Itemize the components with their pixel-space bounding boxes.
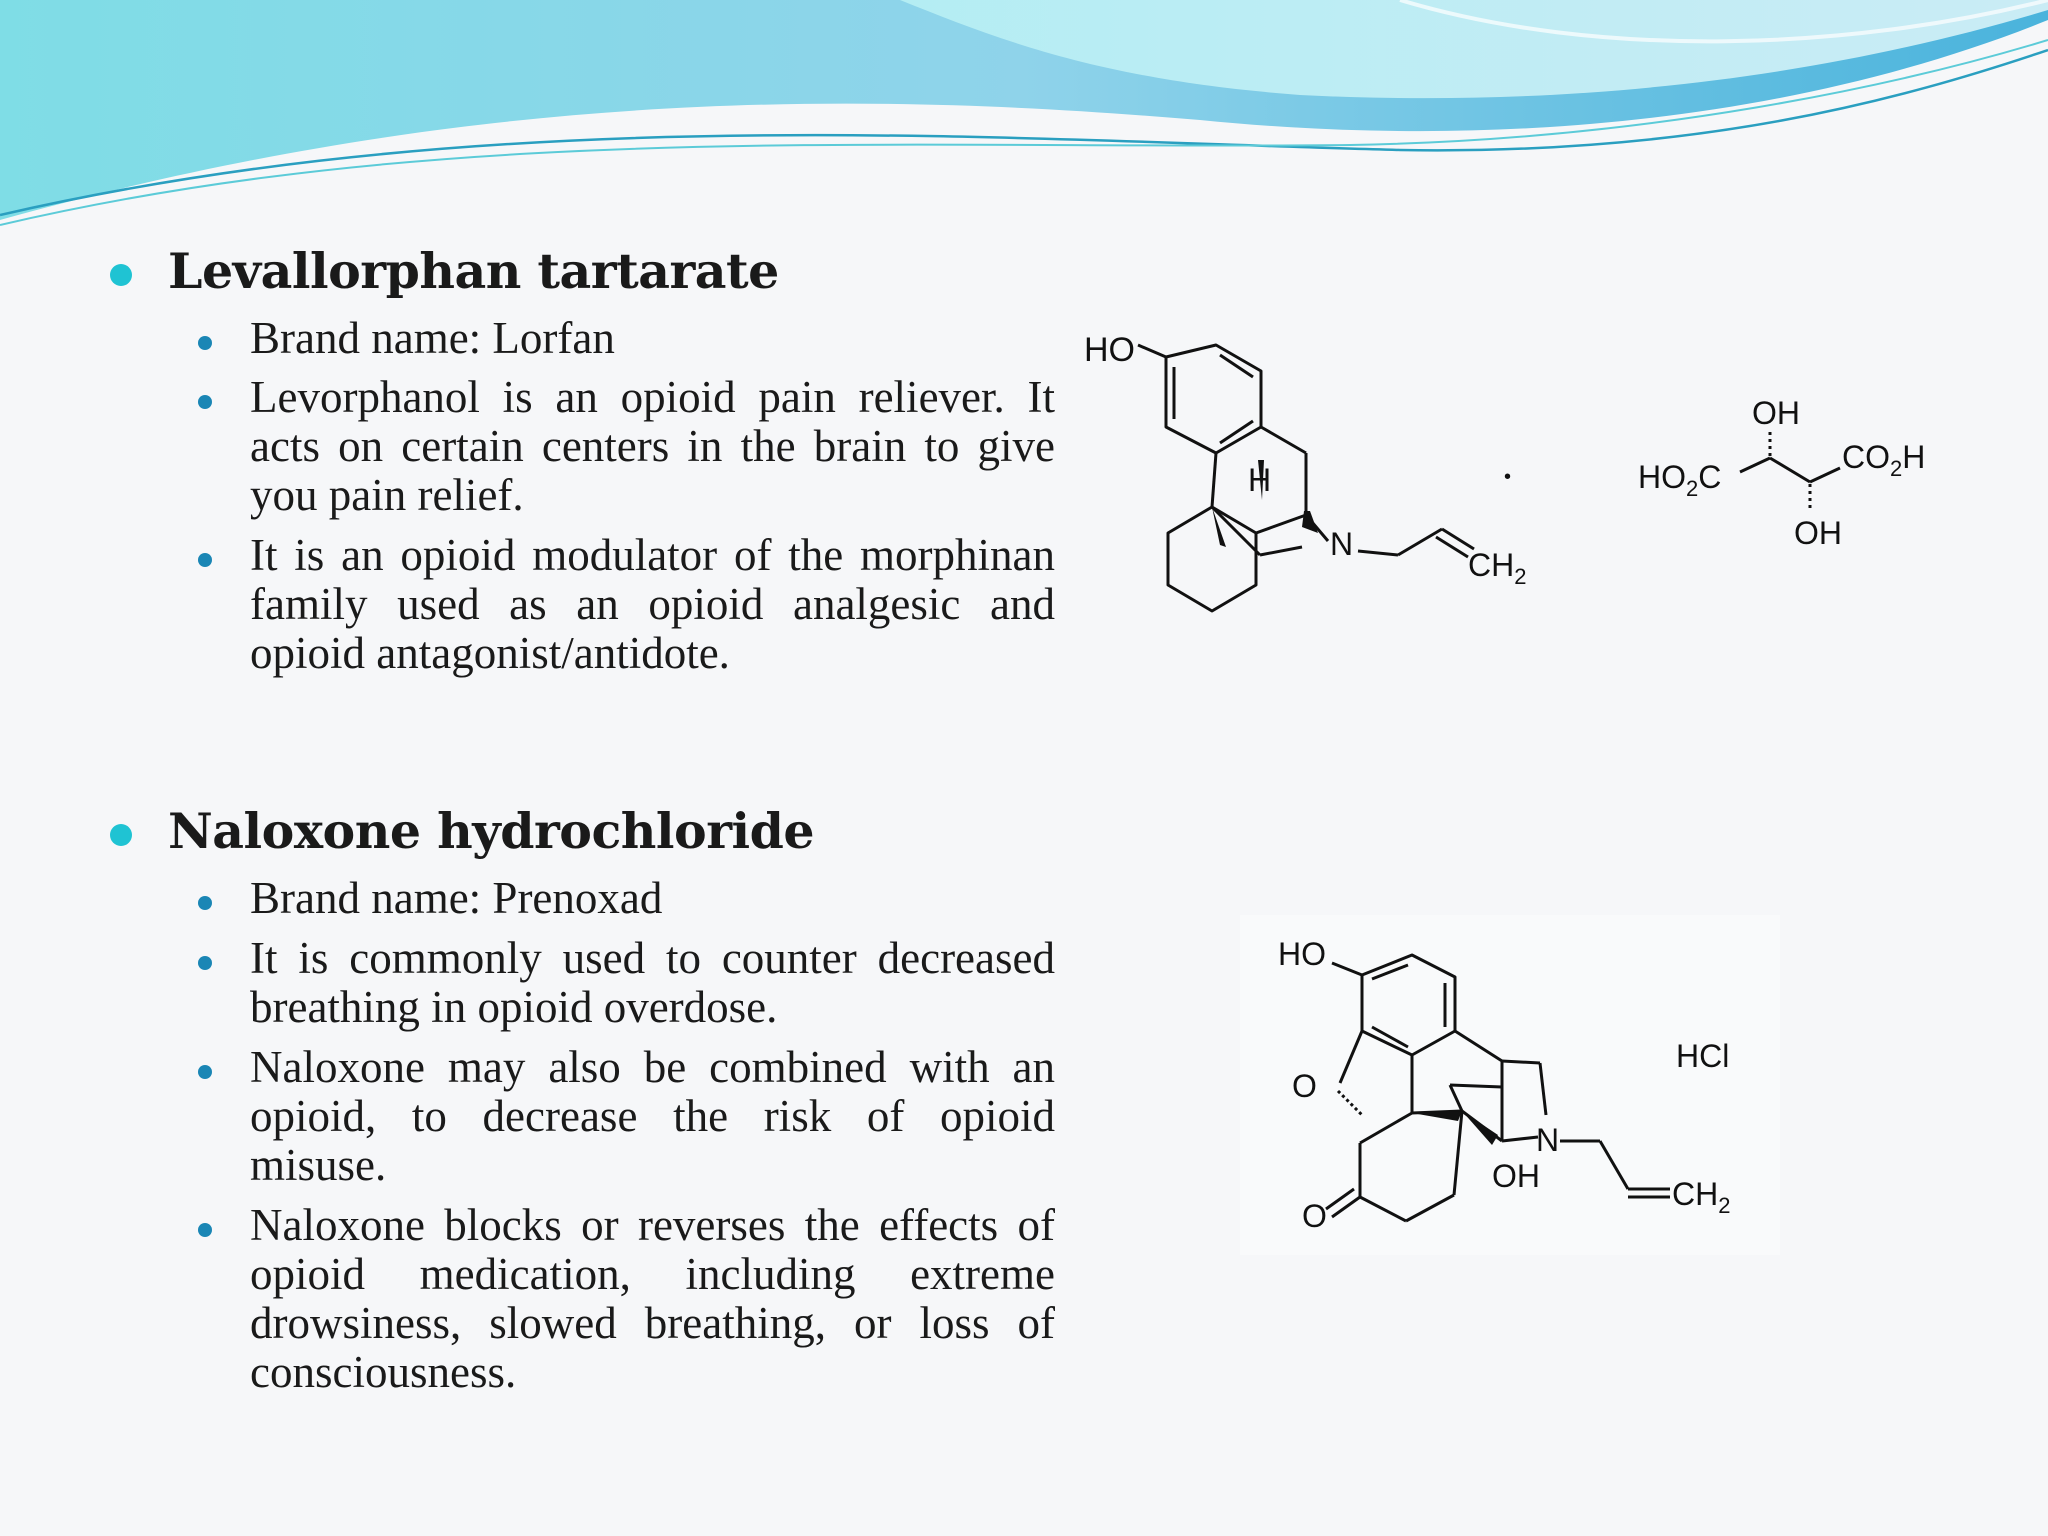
tartaric-acid-structure <box>1630 370 1960 570</box>
oh-label: OH <box>1492 1158 1540 1194</box>
co2h-subscript: 2 <box>1890 456 1903 481</box>
o-ring-label: O <box>1292 1068 1317 1104</box>
section-title: Naloxone hydrochloride <box>168 802 815 860</box>
svg-text:CO2H <box>1842 439 1925 481</box>
ch2-subscript: 2 <box>1514 564 1527 589</box>
list-item: It is commonly used to counter decreased breathing in opioid overdose. <box>250 933 1055 1032</box>
levallorphan-structure <box>1070 315 1550 635</box>
ho2c-c-label: C <box>1698 459 1722 495</box>
list-item: Naloxone may also be combined with an opioid, to decrease the risk of opioid misuse. <box>250 1042 1055 1190</box>
section-bullet <box>110 824 132 846</box>
co2h-label: CO <box>1842 439 1890 475</box>
list-item: Brand name: Lorfan <box>250 314 1055 363</box>
header-wave-decoration <box>0 0 2048 240</box>
list-item: It is an opioid modulator of the morphinan family used as an opioid analgesic and opioid antagonist/antidote. <box>250 530 1055 678</box>
n-label: N <box>1330 526 1354 562</box>
list-item: Brand name: Prenoxad <box>250 874 1055 923</box>
ho-label: HO <box>1278 936 1326 972</box>
ch2-label: CH <box>1672 1176 1719 1212</box>
list-item: Levorphanol is an opioid pain reliever. It acts on certain centers in the brain to give you pain relief. <box>250 372 1055 520</box>
o-keto-label: O <box>1302 1198 1327 1234</box>
ho2c-label: HO <box>1638 459 1686 495</box>
svg-text:HO2C <box>1638 459 1721 501</box>
hcl-label: HCl <box>1676 1038 1730 1074</box>
ho2c-subscript: 2 <box>1686 476 1699 501</box>
oh-bottom-label: OH <box>1794 515 1842 551</box>
section-bullet <box>110 264 132 286</box>
svg-text:CH2 <box>1468 547 1526 589</box>
ch2-label: CH <box>1468 547 1515 583</box>
ch2-subscript: 2 <box>1718 1193 1731 1218</box>
salt-dot: • <box>1504 466 1512 488</box>
list-item: Naloxone blocks or reverses the effects of opioid medication, including extreme drowsiness, slowed breathing, or loss of consciousness. <box>250 1200 1055 1397</box>
n-label: N <box>1536 1122 1560 1158</box>
section-title: Levallorphan tartarate <box>168 242 779 300</box>
oh-top-label: OH <box>1752 395 1800 431</box>
h-label: H <box>1248 462 1272 498</box>
naloxone-structure <box>1240 915 1780 1255</box>
ho-label: HO <box>1084 331 1135 369</box>
co2h-h-label: H <box>1902 439 1926 475</box>
